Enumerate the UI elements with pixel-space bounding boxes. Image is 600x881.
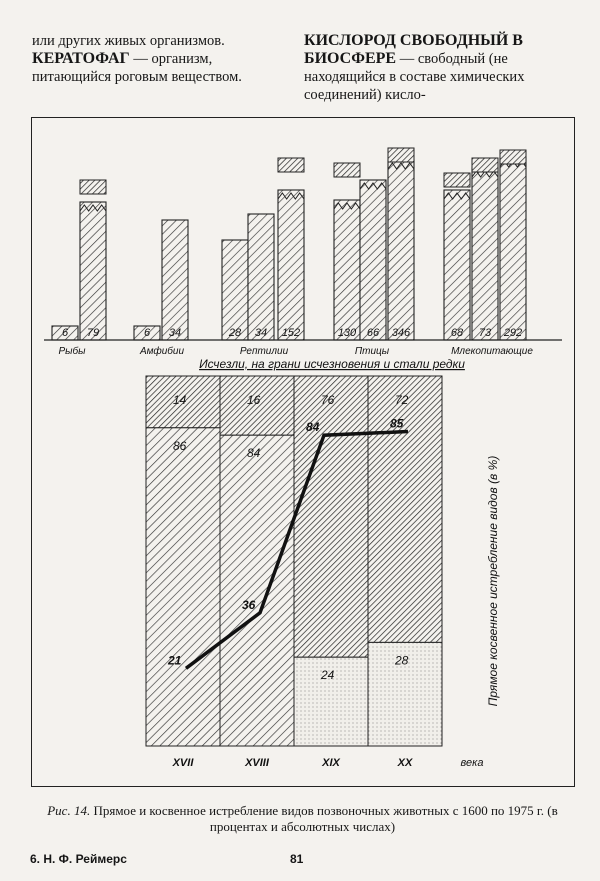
bar-value-label: 130 (337, 327, 357, 339)
left-text-column (32, 32, 282, 86)
century-label: XVII (172, 757, 194, 769)
bar (500, 158, 526, 340)
direct-value-label: 86 (173, 438, 187, 453)
bar (162, 220, 188, 340)
caption-lead: Рис. 14. (47, 803, 91, 818)
bar-value-label: 73 (478, 327, 492, 339)
bar (248, 214, 274, 340)
bar-chart-layer (44, 148, 562, 371)
direct-value-label: 24 (321, 668, 335, 683)
century-label: XIX (322, 757, 340, 769)
bar (444, 190, 470, 340)
bar (222, 240, 248, 340)
bar (360, 180, 386, 340)
bar-value-label: 346 (391, 327, 411, 339)
bar (334, 200, 360, 340)
bar-cap (80, 180, 106, 194)
caption-text: Прямое и косвенное истребление видов позвоночных животных с 1600 по 1975 г. (в процентах и абсолютных числах) (90, 803, 558, 834)
indirect-segment (368, 376, 442, 642)
indirect-value-label: 76 (321, 393, 335, 407)
term-keratofag: КЕРАТОФАГ (32, 50, 130, 67)
bar-value-label: 152 (281, 327, 301, 339)
right-text-column (304, 32, 566, 104)
bar-value-label: 6 (61, 327, 69, 339)
area-chart-layer (146, 376, 500, 769)
bar-value-label: 68 (450, 327, 464, 339)
bar (472, 168, 498, 340)
bar-value-label: 28 (228, 327, 242, 339)
bar (80, 202, 106, 340)
category-label: Птицы (354, 346, 390, 357)
bar-value-label: 34 (254, 327, 268, 339)
century-label: XVIII (245, 757, 269, 769)
line-value-label: 36 (242, 597, 256, 612)
page-number: 81 (290, 852, 304, 866)
line-value-label: 21 (168, 653, 182, 668)
category-label: Млекопитающие (451, 346, 533, 357)
indirect-value-label: 14 (173, 393, 187, 407)
bar-cap (472, 158, 498, 172)
figure-chart (32, 118, 574, 786)
term-kislorod: КИСЛОРОД СВОБОДНЫЙ В БИОСФЕРЕ (304, 32, 523, 67)
category-label: Рыбы (58, 346, 86, 357)
indirect-value-label: 16 (247, 393, 261, 407)
line-value-label: 85 (390, 416, 404, 431)
indirect-value-label: 72 (395, 393, 409, 407)
bar-value-label: 292 (503, 327, 523, 339)
bar (278, 190, 304, 340)
century-label: XX (397, 757, 413, 769)
line-value-label: 84 (306, 420, 320, 435)
category-label: Рептилии (239, 346, 289, 357)
direct-value-label: 84 (247, 446, 261, 461)
bar-cap (278, 158, 304, 172)
bar-cap (444, 173, 470, 187)
bar-cap (334, 163, 360, 177)
bar-value-label: 66 (366, 327, 380, 339)
category-label: Амфибии (139, 346, 185, 357)
bar (388, 160, 414, 340)
bar-cap (388, 148, 414, 162)
bar-value-label: 6 (143, 327, 151, 339)
figure-caption (30, 803, 575, 835)
indirect-segment (294, 376, 368, 657)
kislorod-definition: — свободный (не находящийся в составе химических соединений) кисло- (304, 51, 525, 103)
bar-cap (500, 150, 526, 164)
left-line-1: или других живых организмов. (32, 33, 225, 49)
x-unit-label: века (460, 757, 484, 769)
direct-value-label: 28 (395, 653, 409, 668)
bar-value-label: 79 (86, 327, 100, 339)
y-axis-label: Прямое косвенное истребление видов (в %) (486, 455, 500, 707)
bar-value-label: 34 (168, 327, 182, 339)
direct-segment (146, 428, 220, 746)
figure-frame (31, 117, 575, 787)
bar-chart-title: Исчезли, на грани исчезновения и стали редки (199, 357, 465, 371)
direct-segment (220, 435, 294, 746)
footer-author: 6. Н. Ф. Реймерс (30, 852, 127, 866)
keratofag-definition: — организм, питающийся роговым веществом. (32, 51, 242, 85)
